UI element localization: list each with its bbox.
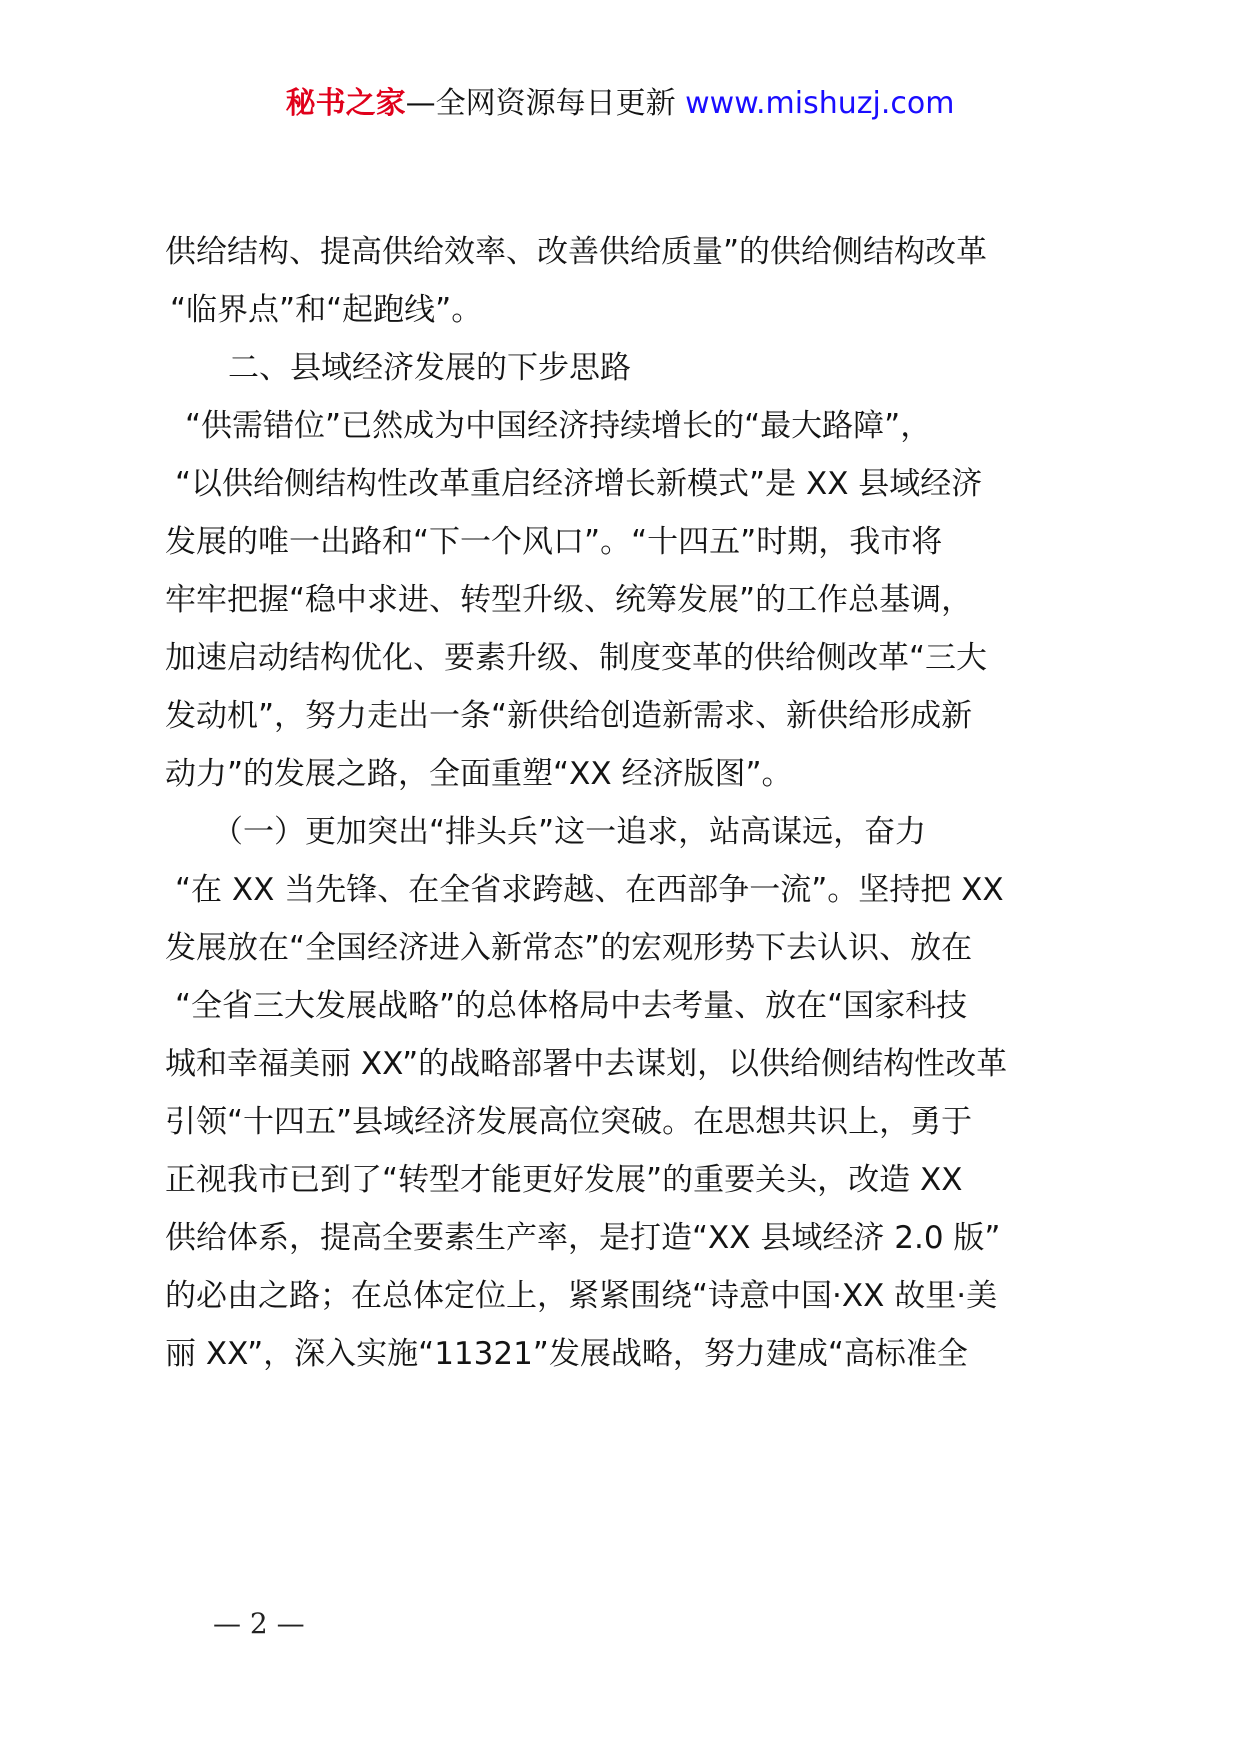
- text-line: 加速启动结构优化、要素升级、制度变革的供给侧改革“三大: [165, 640, 988, 676]
- site-url[interactable]: www.mishuzj.com: [685, 86, 955, 121]
- text-line: 供给体系，提高全要素生产率，是打造“XX 县域经济 2.0 版”: [165, 1220, 1001, 1256]
- text-line: 丽 XX”，深入实施“11321”发展战略，努力建成“高标准全: [165, 1336, 968, 1372]
- text-line: 牢牢把握“稳中求进、转型升级、统筹发展”的工作总基调，: [165, 582, 973, 618]
- text-line: “全省三大发展战略”的总体格局中去考量、放在“国家科技: [175, 988, 968, 1024]
- text-line: 发展的唯一出路和“下一个风口”。“十四五”时期，我市将: [165, 524, 943, 560]
- site-slogan: —全网资源每日更新: [405, 86, 686, 121]
- text-line: 发展放在“全国经济进入新常态”的宏观形势下去认识、放在: [165, 930, 973, 966]
- text-line: 动力”的发展之路，全面重塑“XX 经济版图”。: [165, 756, 793, 792]
- page-header: [0, 82, 1240, 126]
- text-line: 引领“十四五”县域经济发展高位突破。在思想共识上，勇于: [165, 1104, 973, 1140]
- text-line: “临界点”和“起跑线”。: [170, 292, 483, 328]
- text-line: “供需错位”已然成为中国经济持续增长的“最大路障”，: [185, 408, 932, 444]
- text-line: 供给结构、提高供给效率、改善供给质量”的供给侧结构改革: [165, 234, 988, 270]
- subsection-heading: （一）更加突出“排头兵”这一追求，站高谋远，奋力: [212, 814, 927, 850]
- text-line: “在 XX 当先锋、在全省求跨越、在西部争一流”。坚持把 XX: [175, 872, 1004, 908]
- text-line: 的必由之路；在总体定位上，紧紧围绕“诗意中国·XX 故里·美: [165, 1278, 998, 1314]
- text-line: 城和幸福美丽 XX”的战略部署中去谋划，以供给侧结构性改革: [165, 1046, 1008, 1082]
- text-line: 发动机”，努力走出一条“新供给创造新需求、新供给形成新: [165, 698, 973, 734]
- page-number: — 2 —: [213, 1607, 305, 1640]
- text-line: 正视我市已到了“转型才能更好发展”的重要关头，改造 XX: [165, 1162, 963, 1198]
- site-brand: 秘书之家: [285, 86, 406, 121]
- section-heading: 二、县域经济发展的下步思路: [228, 350, 631, 386]
- text-line: “以供给侧结构性改革重启经济增长新模式”是 XX 县域经济: [175, 466, 983, 502]
